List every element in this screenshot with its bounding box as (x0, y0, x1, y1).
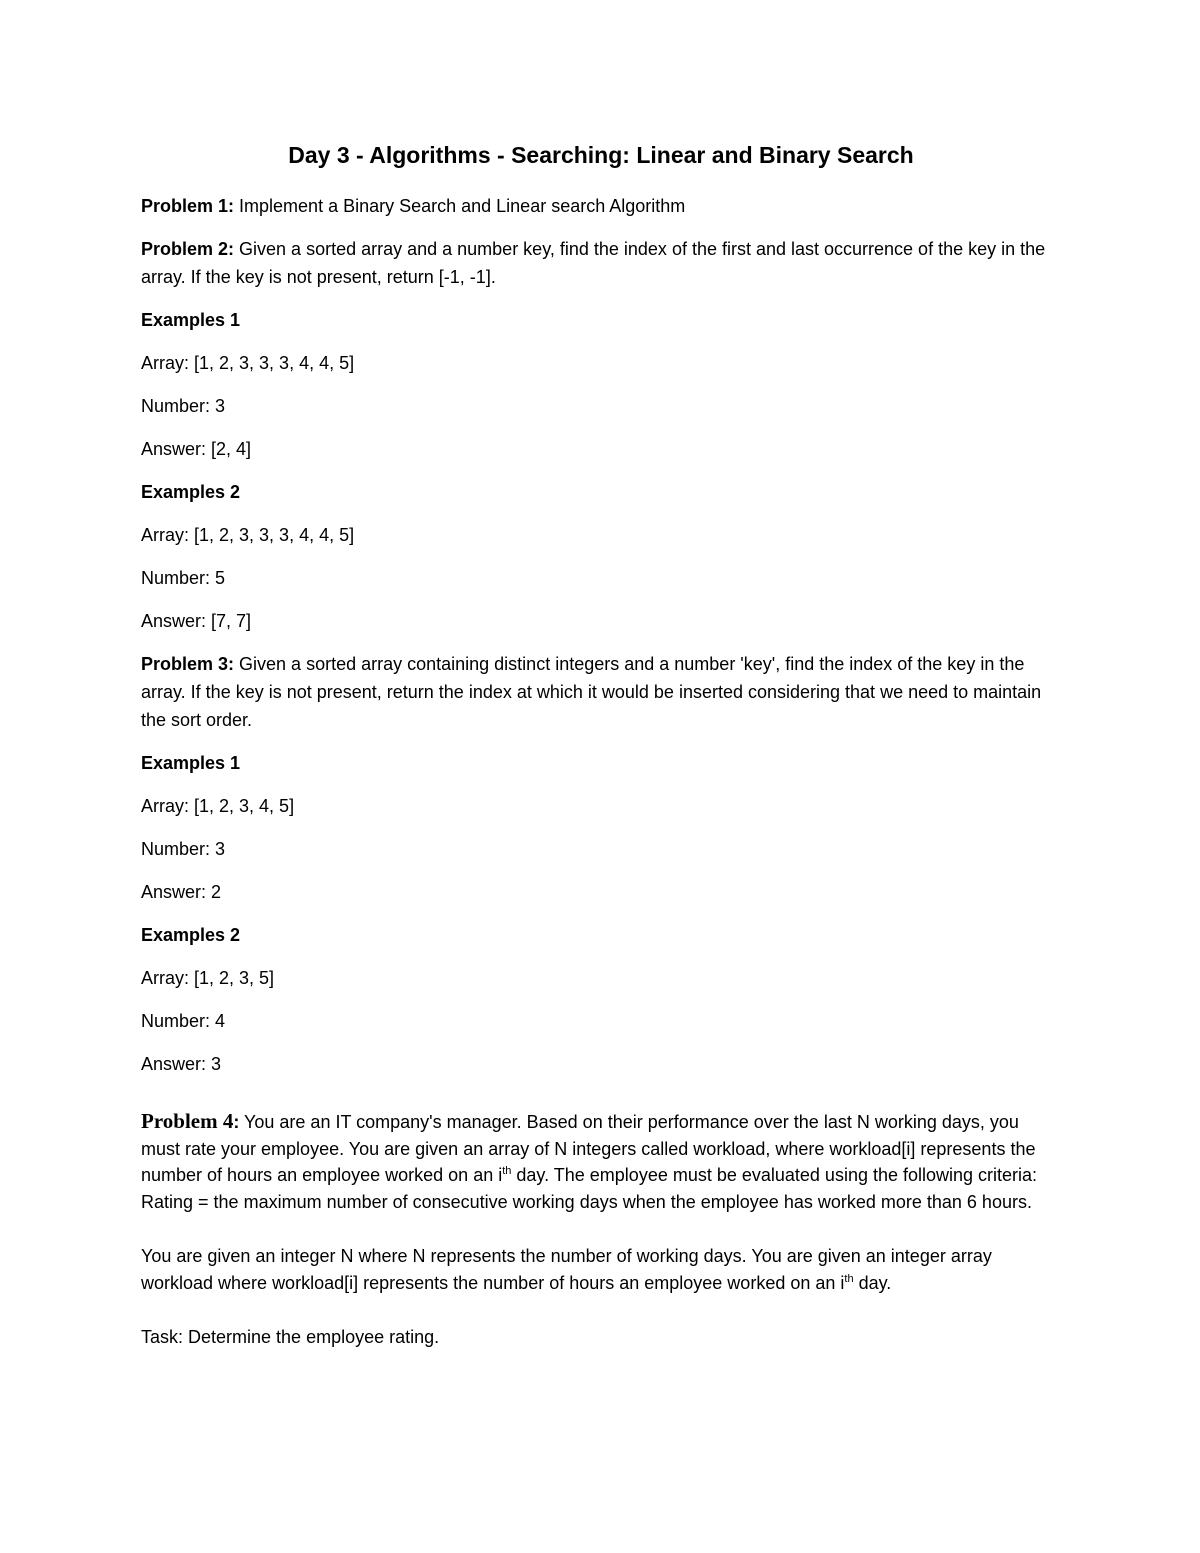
p3-example-1-answer: Answer: 2 (141, 882, 222, 902)
problem-4-text-a: You are an IT company's manager. Based on their performance over the last N working days, you must rate your employee. You are given an array of N integers called workload, where workload[i] represents the number of hours an employee worked on an i (141, 1112, 1036, 1185)
p2-example-1-answer: Answer: [2, 4] (141, 439, 252, 459)
problem-4-paragraph-2 (141, 1243, 1061, 1296)
problem-1-text: Implement a Binary Search and Linear search Algorithm (234, 196, 686, 216)
p2-example-2-answer: Answer: [7, 7] (141, 611, 252, 631)
p3-example-1-heading: Examples 1 (141, 753, 241, 773)
problem-4 (141, 1108, 1061, 1215)
problem-3 (141, 650, 1061, 734)
problem-4-para2-b: day. (853, 1272, 892, 1293)
problem-4-label: Problem 4 (141, 1109, 234, 1133)
p3-example-1-array: Array: [1, 2, 3, 4, 5] (141, 796, 295, 816)
p3-example-2-heading: Examples 2 (141, 925, 241, 945)
problem-4-para2-a: You are given an integer N where N represents the number of working days. You are given an integer array workload where workload[i] represents the number of hours an employee worked on an i (141, 1246, 992, 1293)
p3-example-2-number: Number: 4 (141, 1011, 226, 1031)
p3-example-2-answer: Answer: 3 (141, 1054, 222, 1074)
problem-4-para2-sup: th (844, 1272, 854, 1285)
problem-2-label: Problem 2: (141, 239, 235, 259)
p2-example-2-array: Array: [1, 2, 3, 3, 3, 4, 4, 5] (141, 525, 355, 545)
problem-3-label: Problem 3: (141, 654, 235, 674)
problem-4-task: Task: Determine the employee rating. (141, 1327, 440, 1347)
p3-example-2-array: Array: [1, 2, 3, 5] (141, 968, 275, 988)
p2-example-1-array: Array: [1, 2, 3, 3, 3, 4, 4, 5] (141, 353, 355, 373)
problem-1-label: Problem 1: (141, 196, 235, 216)
p2-example-2-number: Number: 5 (141, 568, 226, 588)
document-page (141, 140, 1061, 1351)
p2-example-1-number: Number: 3 (141, 396, 226, 416)
page-title: Day 3 - Algorithms - Searching: Linear and Binary Search (288, 142, 914, 168)
p2-example-1-heading: Examples 1 (141, 310, 241, 330)
problem-1 (141, 192, 1061, 220)
problem-4-colon: : (233, 1112, 240, 1132)
problem-2-text: Given a sorted array and a number key, find the index of the first and last occurrence of the key in the array. If the key is not present, return [-1, -1]. (141, 239, 1046, 287)
problem-4-sup-a: th (502, 1165, 512, 1177)
p3-example-1-number: Number: 3 (141, 839, 226, 859)
problem-2 (141, 235, 1061, 291)
p2-example-2-heading: Examples 2 (141, 482, 241, 502)
problem-3-text: Given a sorted array containing distinct integers and a number 'key', find the index of the key in the array. If the key is not present, return the index at which it would be inserted considering that we need to maintain the sort order. (141, 654, 1042, 730)
problem-4-text-b: day. The employee must be evaluated using the following criteria: Rating = the maximum number of consecutive working days when the employee has worked more than 6 hours. (141, 1165, 1038, 1212)
